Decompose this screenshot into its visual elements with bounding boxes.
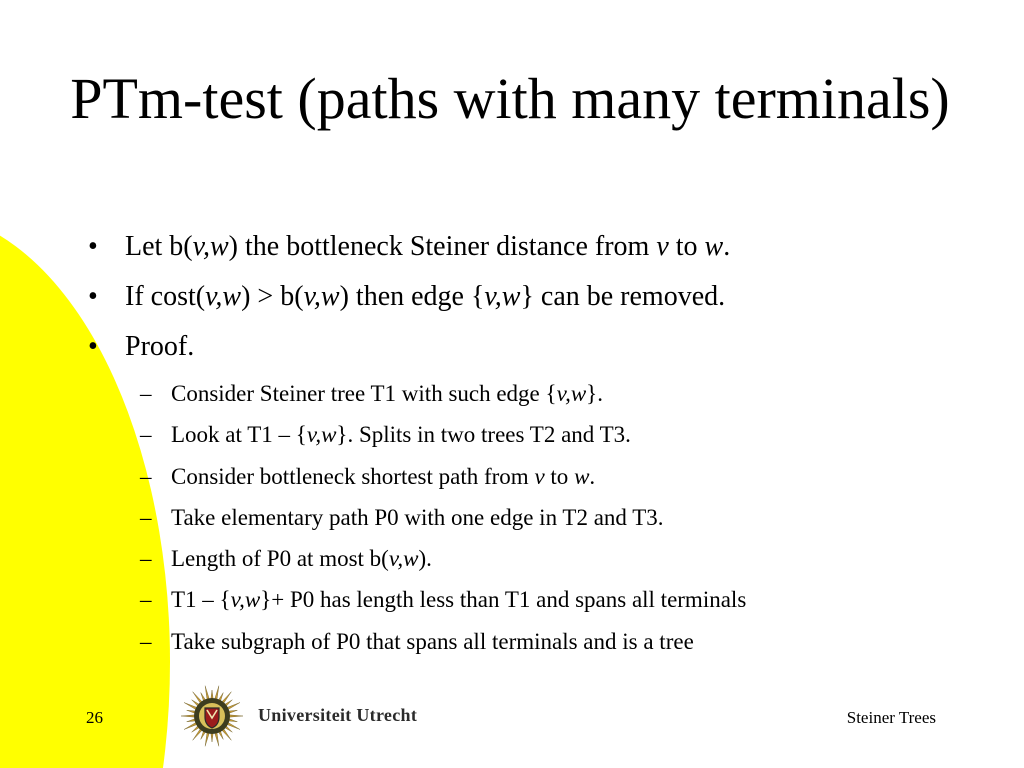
sub-bullet-item xyxy=(88,504,988,545)
bullet-item xyxy=(88,330,988,380)
bullet-text: Proof. xyxy=(125,331,195,362)
sub-bullet-marker: – xyxy=(140,546,152,572)
sub-bullet-item xyxy=(88,463,988,504)
bullet-text: If cost(v,w) > b(v,w) then edge {v,w} can be removed. xyxy=(125,281,726,312)
sub-bullet-marker: – xyxy=(140,504,152,530)
sub-bullet-marker: – xyxy=(140,628,152,654)
sub-bullet-marker: – xyxy=(140,422,152,448)
sub-bullet-item xyxy=(88,586,988,627)
sub-bullet-marker: – xyxy=(140,381,152,406)
university-name: Universiteit Utrecht xyxy=(258,705,418,725)
bullet-item xyxy=(88,280,988,330)
bullet-list xyxy=(88,230,988,669)
bullet-text: Let b(v,w) the bottleneck Steiner distance from v to w. xyxy=(125,231,731,262)
university-sun-seal-icon xyxy=(180,684,244,748)
sub-bullet-text: Take elementary path P0 with one edge in T2 and T3. xyxy=(171,504,664,530)
bullet-marker: • xyxy=(88,231,98,262)
deck-title: Steiner Trees xyxy=(846,708,936,727)
sub-bullet-text: Consider bottleneck shortest path from v to w. xyxy=(171,463,596,489)
slide-title: PTm-test (paths with many terminals) xyxy=(70,66,950,131)
sub-bullet-marker: – xyxy=(140,463,152,489)
sub-bullet-text: Consider Steiner tree T1 with such edge {v,w}. xyxy=(171,381,603,406)
sub-bullet-text: Look at T1 – {v,w}. Splits in two trees T2 and T3. xyxy=(171,422,631,448)
page-number: 26 xyxy=(86,708,103,727)
bullet-marker: • xyxy=(88,281,98,312)
bullet-item xyxy=(88,230,988,280)
sub-bullet-item xyxy=(88,545,988,586)
sub-bullet-text: Length of P0 at most b(v,w). xyxy=(171,546,432,572)
sub-bullet-item xyxy=(88,380,988,421)
sub-bullet-text: Take subgraph of P0 that spans all terminals and is a tree xyxy=(171,628,694,654)
bullet-marker: • xyxy=(88,331,98,362)
sub-bullet-item xyxy=(88,421,988,462)
sub-bullet-marker: – xyxy=(140,587,152,613)
sub-bullet-item xyxy=(88,628,988,669)
sub-bullet-text: T1 – {v,w}+ P0 has length less than T1 and spans all terminals xyxy=(171,587,747,613)
